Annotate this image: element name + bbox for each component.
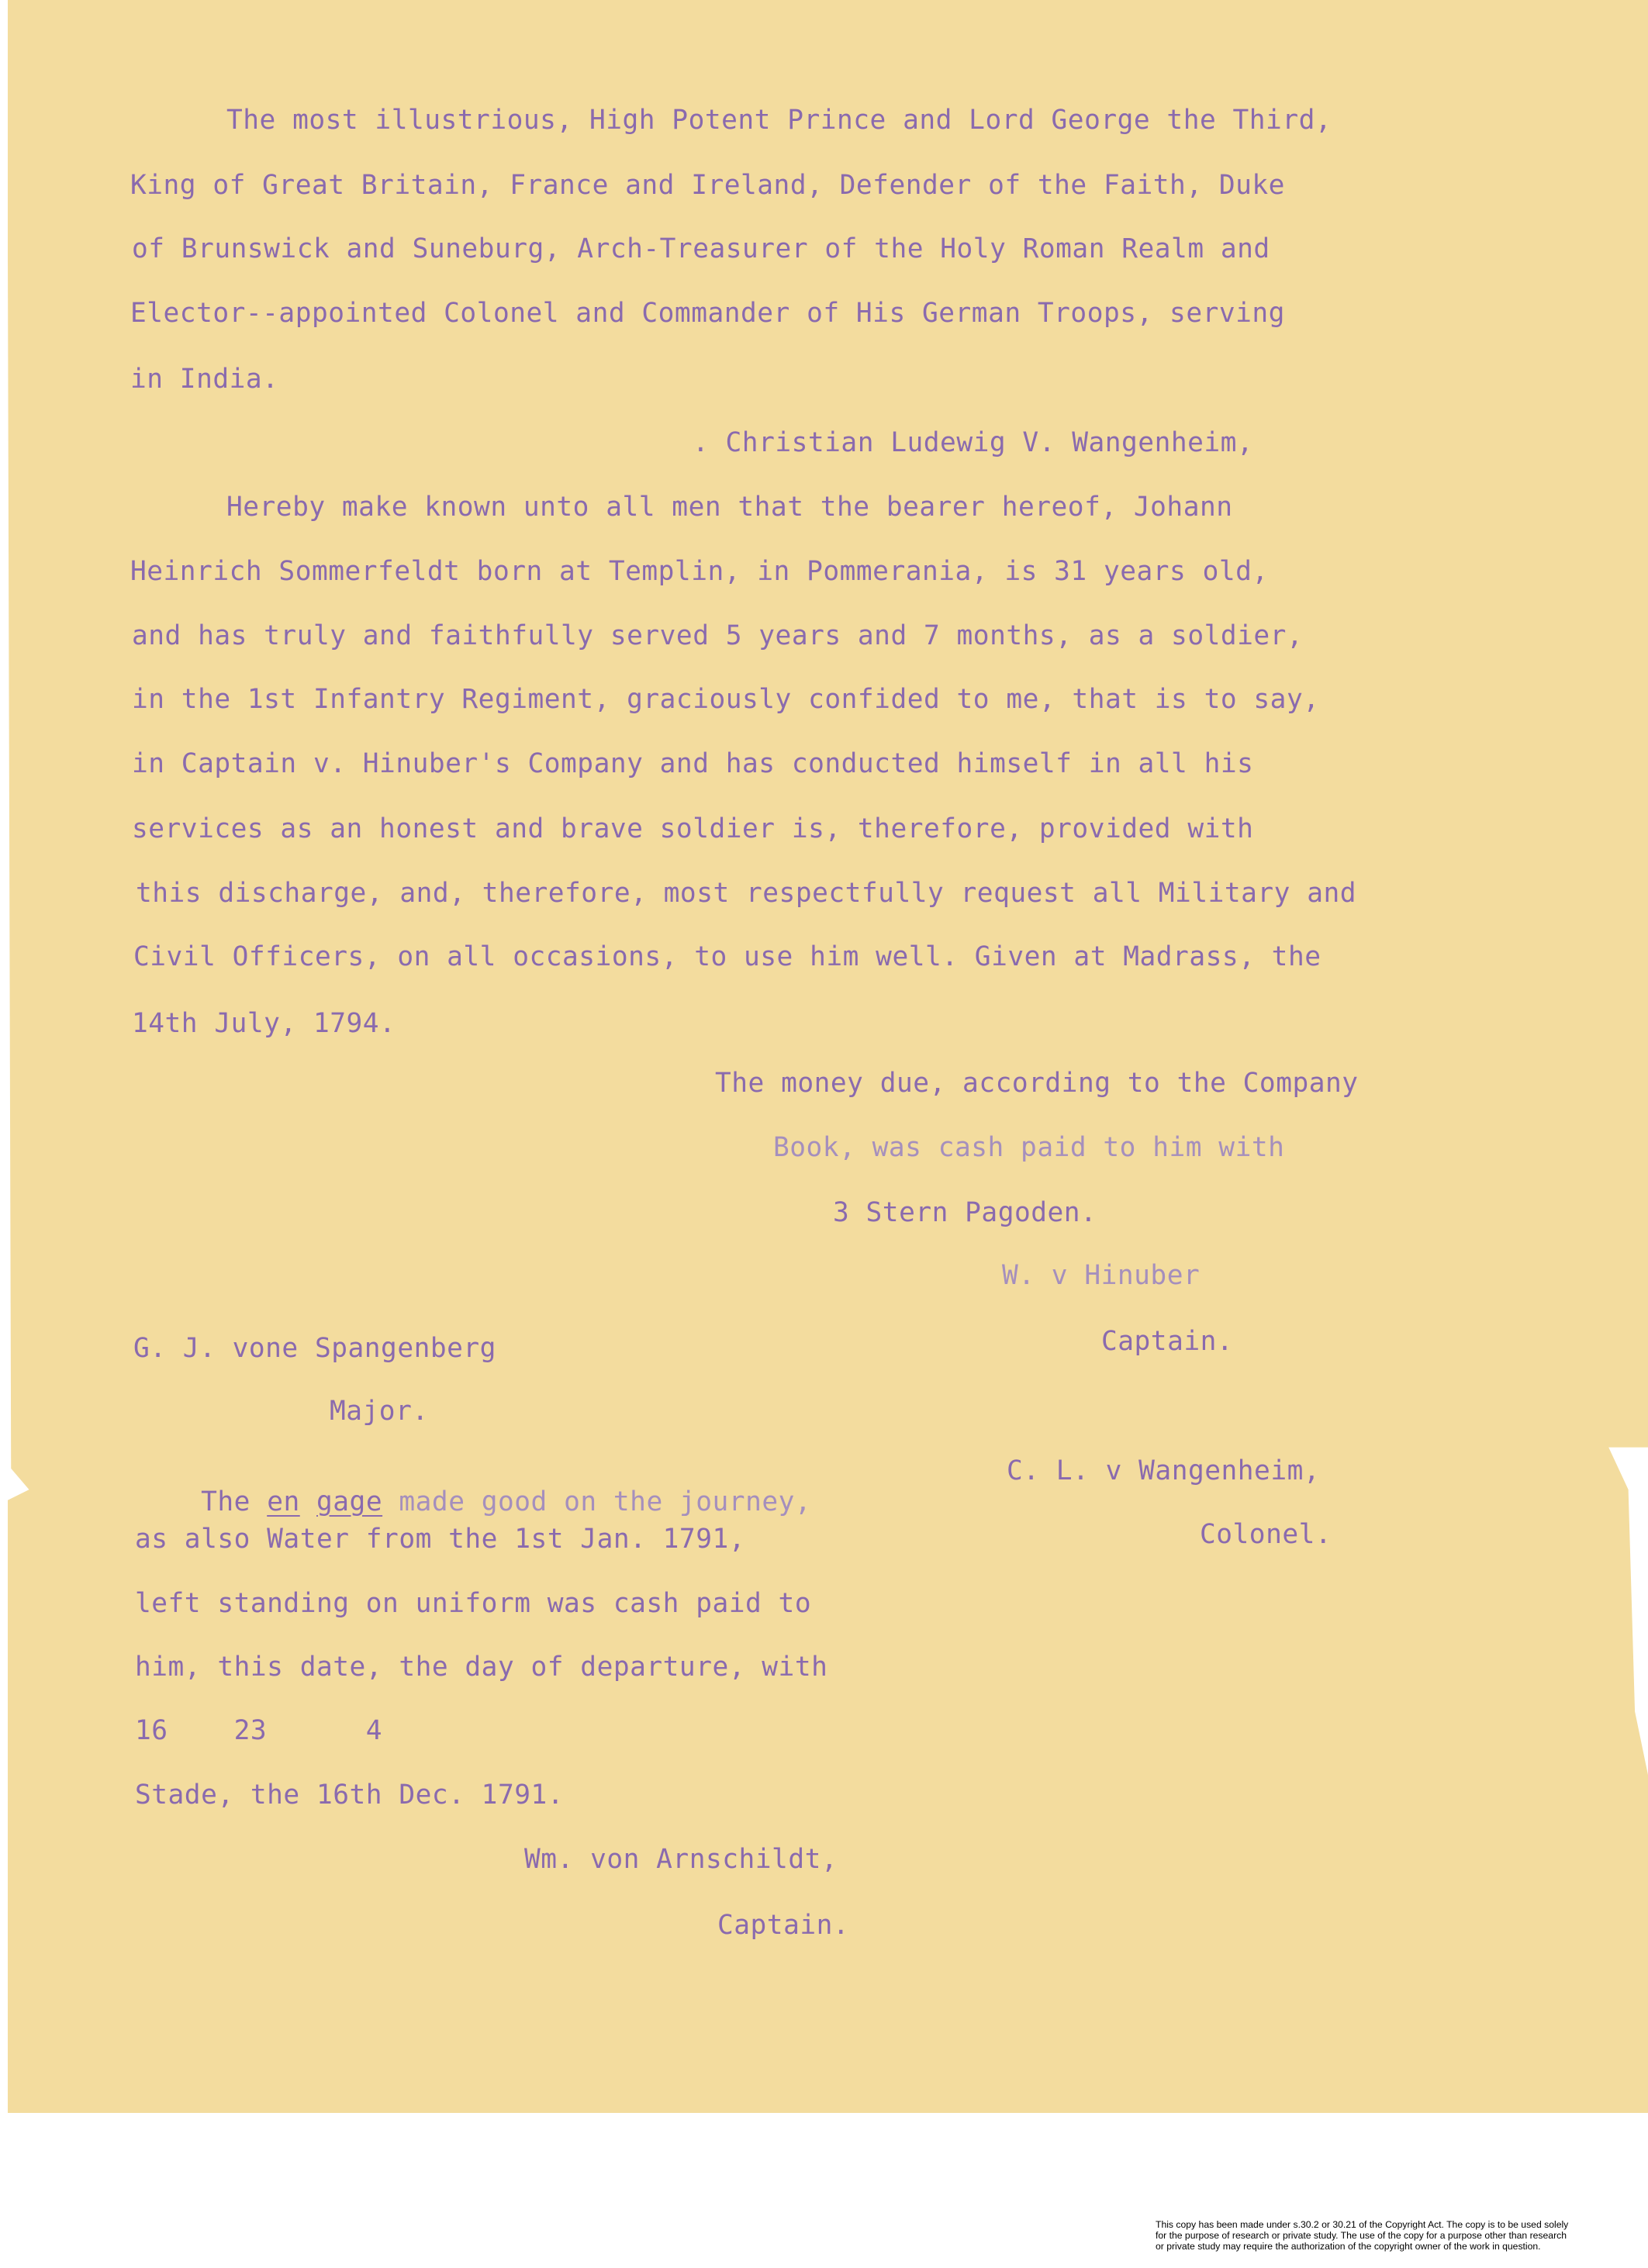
doc-line-6: . Christian Ludewig V. Wangenheim, bbox=[693, 427, 1254, 458]
engage-suffix: made good on the journey, bbox=[382, 1486, 812, 1517]
doc-line-20: Captain. bbox=[1101, 1326, 1234, 1357]
engage-space bbox=[300, 1486, 316, 1517]
copyright-line-2: for the purpose of research or private study. The use of the copy for a purpose other than research bbox=[1156, 2230, 1567, 2241]
doc-line-13: this discharge, and, therefore, most respectfully request all Military and bbox=[136, 878, 1357, 909]
doc-line-27: him, this date, the day of departure, with bbox=[135, 1652, 828, 1683]
copyright-line-1: This copy has been made under s.30.2 or 30.21 of the Copyright Act. The copy is to be used solely bbox=[1156, 2219, 1569, 2230]
doc-line-21: G. J. vone Spangenberg bbox=[133, 1333, 496, 1364]
doc-line-28: 16 23 4 bbox=[135, 1715, 383, 1746]
doc-line-19: W. v Hinuber bbox=[1002, 1260, 1201, 1291]
doc-line-3: of Brunswick and Suneburg, Arch-Treasurer of the Holy Roman Realm and bbox=[132, 233, 1270, 264]
doc-line-30: Wm. von Arnschildt, bbox=[524, 1844, 838, 1875]
doc-line-15: 14th July, 1794. bbox=[132, 1008, 396, 1039]
doc-line-4: Elector--appointed Colonel and Commander of His German Troops, serving bbox=[130, 298, 1285, 329]
doc-line-8: Heinrich Sommerfeldt born at Templin, in Pommerania, is 31 years old, bbox=[130, 556, 1269, 587]
doc-line-16: The money due, according to the Company bbox=[715, 1068, 1359, 1099]
copyright-notice bbox=[1156, 2219, 1605, 2252]
doc-line-23: C. L. v Wangenheim, bbox=[1007, 1455, 1321, 1486]
doc-line-9: and has truly and faithfully served 5 years and 7 months, as a soldier, bbox=[132, 620, 1304, 651]
doc-line-12: services as an honest and brave soldier is, therefore, provided with bbox=[132, 813, 1254, 844]
copyright-line-3: or private study may require the authorization of the copyright owner of the work in question. bbox=[1156, 2241, 1541, 2252]
doc-line-14: Civil Officers, on all occasions, to use him well. Given at Madrass, the bbox=[133, 941, 1322, 972]
doc-line-11: in Captain v. Hinuber's Company and has conducted himself in all his bbox=[132, 748, 1254, 779]
doc-line-1: The most illustrious, High Potent Prince and Lord George the Third, bbox=[226, 105, 1332, 136]
engage-prefix: The bbox=[201, 1486, 268, 1517]
engage-word-gage: gage bbox=[316, 1486, 383, 1517]
doc-line-26: left standing on uniform was cash paid to bbox=[135, 1588, 812, 1619]
doc-line-31: Captain. bbox=[717, 1910, 850, 1941]
doc-line-22: Major. bbox=[330, 1396, 429, 1427]
engage-word-en: en bbox=[267, 1486, 300, 1517]
doc-line-18: 3 Stern Pagoden. bbox=[833, 1197, 1097, 1228]
doc-line-29: Stade, the 16th Dec. 1791. bbox=[135, 1780, 565, 1811]
doc-line-2: King of Great Britain, France and Ireland, Defender of the Faith, Duke bbox=[130, 170, 1285, 201]
doc-line-5: in India. bbox=[130, 364, 279, 395]
doc-line-17: Book, was cash paid to him with bbox=[773, 1132, 1285, 1163]
doc-line-25: Colonel. bbox=[1200, 1519, 1332, 1550]
doc-line-10: in the 1st Infantry Regiment, graciously confided to me, that is to say, bbox=[132, 684, 1320, 715]
doc-line-7: Hereby make known unto all men that the bearer hereof, Johann bbox=[226, 492, 1233, 523]
doc-line-24: as also Water from the 1st Jan. 1791, bbox=[135, 1524, 746, 1555]
